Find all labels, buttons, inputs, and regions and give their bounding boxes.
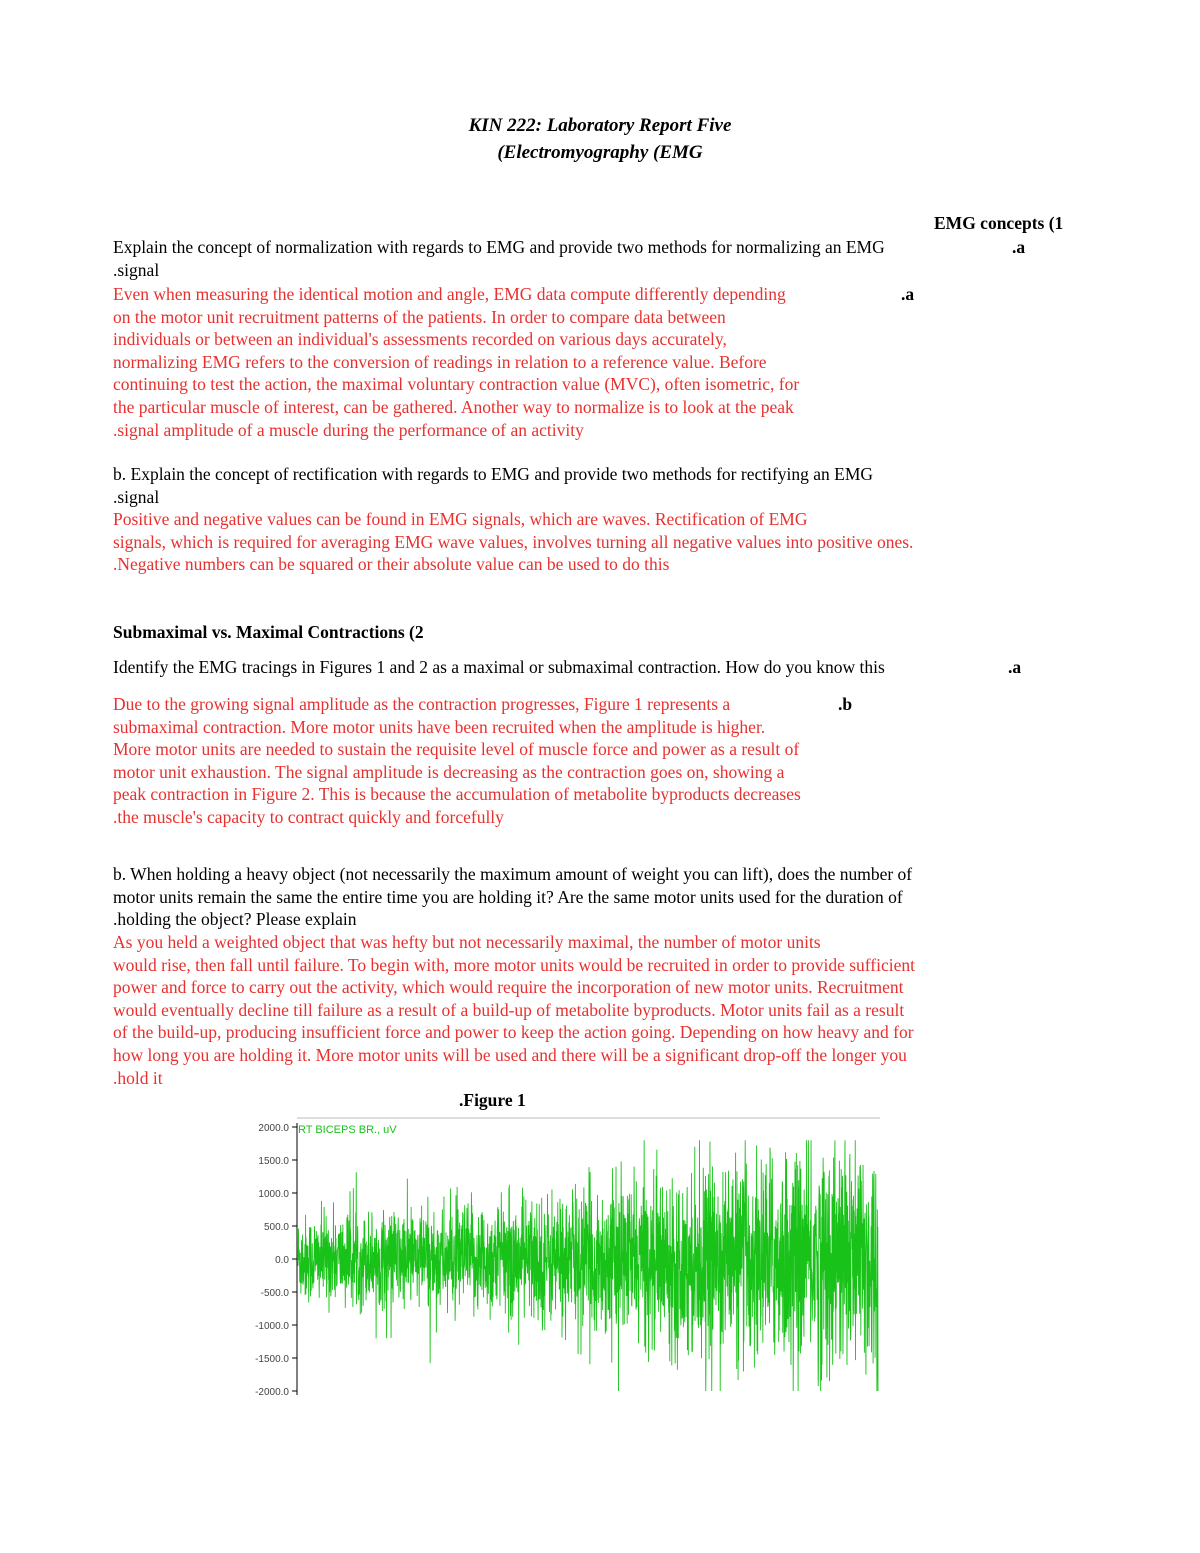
a1a-line: continuing to test the action, the maximal voluntary contraction value (MVC), often isometric, for xyxy=(113,374,800,395)
a1b-line: Positive and negative values can be found in EMG signals, which are waves. Rectification of EMG xyxy=(113,509,808,529)
section-2-heading: Submaximal vs. Maximal Contractions (2 xyxy=(113,622,424,642)
doc-subtitle: (Electromyography (EMG xyxy=(497,142,703,163)
a2a-line: motor unit exhaustion. The signal amplitude is decreasing as the contraction goes on, showing a xyxy=(113,761,785,782)
a2a-line: submaximal contraction. More motor units have been recruited when the amplitude is higher. xyxy=(113,716,766,737)
y-tick-label: 500.0 xyxy=(263,1222,289,1233)
a2b-line: would eventually decline till failure as a result of a build-up of metabolite byproducts. Motor units fail as a result xyxy=(113,999,905,1020)
y-axis xyxy=(255,1123,297,1398)
a2a-line: .the muscle's capacity to contract quickly and forcefully xyxy=(113,807,504,827)
q1b-line: .signal xyxy=(113,486,160,507)
a1b-line: signals, which is required for averaging EMG wave values, involves turning all negative values into positive ones. xyxy=(113,531,914,552)
a1a-line: normalizing EMG refers to the conversion of readings in relation to a reference value. Before xyxy=(113,351,767,372)
a1a-line: Even when measuring the identical motion and angle, EMG data compute differently depending xyxy=(113,284,786,304)
a2b-line: power and force to carry out the activity, which would require the incorporation of new motor units. Recruitment xyxy=(113,977,904,998)
y-tick-label: -1000.0 xyxy=(255,1321,289,1332)
y-tick-label: 0.0 xyxy=(275,1255,289,1266)
figure-caption: .Figure 1 xyxy=(459,1090,526,1110)
question-2a-marker: .a xyxy=(1008,657,1022,677)
a2b-line: of the build-up, producing insufficient force and power to keep the action going. Depending on how heavy and for xyxy=(113,1022,914,1043)
series-label: RT BICEPS BR., uV xyxy=(298,1124,397,1136)
a2b-line: would rise, then fall until failure. To begin with, more motor units would be recruited in order to provide sufficient xyxy=(113,954,915,975)
y-tick-label: -1500.0 xyxy=(255,1354,289,1365)
a2b-line: .hold it xyxy=(113,1067,163,1088)
a1a-line: the particular muscle of interest, can be gathered. Another way to normalize is to look at the peak xyxy=(113,397,794,417)
a1a-line: .signal amplitude of a muscle during the performance of an activity xyxy=(113,419,584,440)
question-1a: Explain the concept of normalization with regards to EMG and provide two methods for normalizing an EMG xyxy=(113,237,885,257)
a2b-line: how long you are holding it. More motor units will be used and there will be a significant drop-off the longer you xyxy=(113,1045,907,1065)
a1b-line: .Negative numbers can be squared or their absolute value can be used to do this xyxy=(113,554,670,575)
answer-1a-marker: .a xyxy=(901,284,915,304)
doc-title: KIN 222: Laboratory Report Five xyxy=(468,115,732,136)
y-tick-label: 1500.0 xyxy=(258,1156,289,1167)
q2b-line: motor units remain the same the entire time you are holding it? Are the same motor units used for the duration of xyxy=(113,886,903,907)
q2b-line: b. When holding a heavy object (not necessarily the maximum amount of weight you can lift), does the number of xyxy=(113,864,913,884)
y-tick-label: -2000.0 xyxy=(255,1387,289,1398)
emg-chart xyxy=(240,1115,880,1400)
y-tick-label: -500.0 xyxy=(260,1288,289,1299)
answer-2a-marker: .b xyxy=(838,694,853,714)
q1b-line: b. Explain the concept of rectification with regards to EMG and provide two methods for rectifying an EMG xyxy=(113,464,874,484)
a2b-line: As you held a weighted object that was hefty but not necessarily maximal, the number of motor units xyxy=(113,932,821,952)
q2b-line: .holding the object? Please explain xyxy=(113,909,357,930)
y-tick-label: 2000.0 xyxy=(258,1123,289,1134)
a1a-line: on the motor unit recruitment patterns of the patients. In order to compare data between xyxy=(113,306,726,327)
section-1-heading: EMG concepts (1 xyxy=(934,213,1064,233)
a2a-line: Due to the growing signal amplitude as the contraction progresses, Figure 1 represents a xyxy=(113,694,731,714)
a2a-line: peak contraction in Figure 2. This is because the accumulation of metabolite byproducts decreases xyxy=(113,784,801,805)
question-1a-cont: .signal xyxy=(113,260,160,280)
emg-signal-line xyxy=(298,1140,878,1391)
question-2a: Identify the EMG tracings in Figures 1 and 2 as a maximal or submaximal contraction. How do you know this xyxy=(113,657,885,677)
question-1a-marker: .a xyxy=(1012,237,1026,257)
a2a-line: More motor units are needed to sustain the requisite level of muscle force and power as a result of xyxy=(113,739,800,760)
a1a-line: individuals or between an individual's assessments recorded on various days accurately, xyxy=(113,329,727,350)
y-tick-label: 1000.0 xyxy=(258,1189,289,1200)
